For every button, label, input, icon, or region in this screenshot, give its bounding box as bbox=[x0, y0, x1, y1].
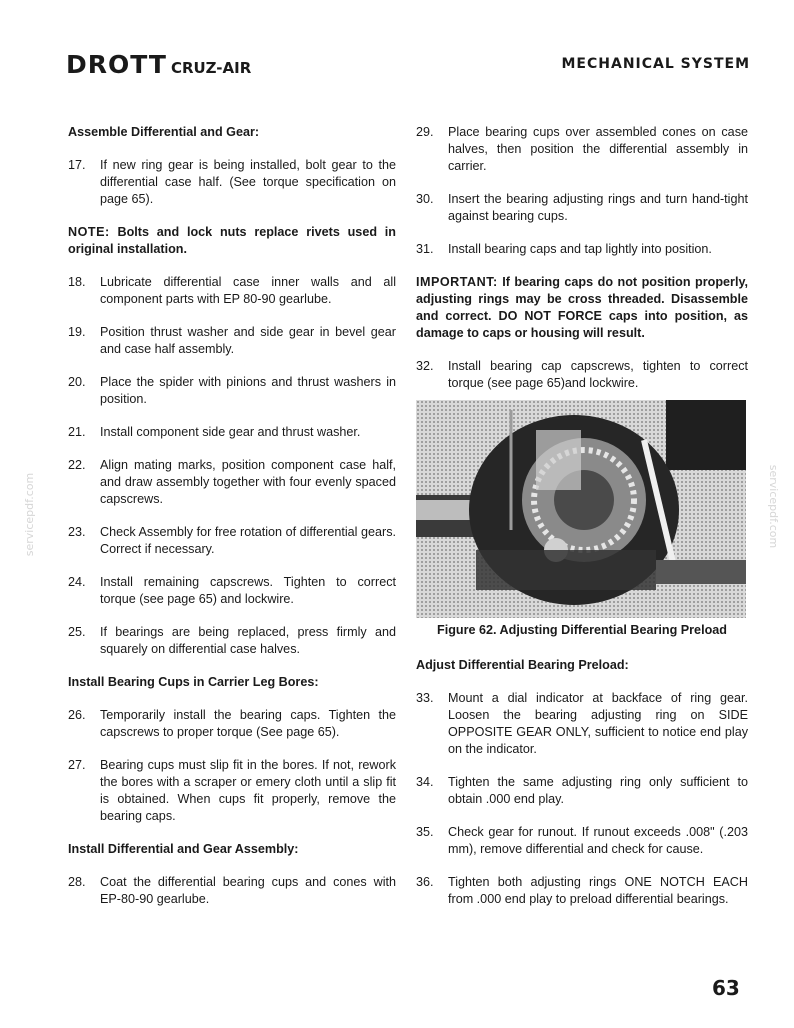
step-text: Temporarily install the bearing caps. Tighten the capscrews to proper torque (See page 65). bbox=[100, 708, 396, 739]
heading-install-bearing-cups: Install Bearing Cups in Carrier Leg Bores: bbox=[68, 675, 319, 689]
right-column bbox=[416, 124, 748, 924]
step-20 bbox=[68, 374, 396, 408]
step-34 bbox=[416, 774, 748, 808]
step-23 bbox=[68, 524, 396, 558]
step-text: Mount a dial indicator at backface of ring gear. Loosen the bearing adjusting ring on SIDE OPPOSITE GEAR ONLY, sufficient to notice end play on the indicator. bbox=[448, 691, 748, 756]
step-text: Install component side gear and thrust washer. bbox=[100, 425, 361, 439]
step-33 bbox=[416, 690, 748, 758]
step-35 bbox=[416, 824, 748, 858]
step-number: 20. bbox=[68, 375, 86, 389]
step-text: Install remaining capscrews. Tighten to correct torque (see page 65) and lockwire. bbox=[100, 575, 396, 606]
step-text: Tighten the same adjusting ring only sufficient to obtain .000 end play. bbox=[448, 775, 748, 806]
step-number: 33. bbox=[416, 691, 434, 705]
page-header bbox=[66, 50, 750, 80]
step-18 bbox=[68, 274, 396, 308]
step-36 bbox=[416, 874, 748, 908]
figure-caption: Figure 62. Adjusting Differential Bearing Preload bbox=[437, 623, 727, 637]
brand-name: DROTT bbox=[66, 50, 167, 79]
step-text: Align mating marks, position component case half, and draw assembly together with four evenly spaced capscrews. bbox=[100, 458, 396, 506]
step-number: 17. bbox=[68, 158, 86, 172]
brand-logo bbox=[66, 50, 251, 79]
step-number: 19. bbox=[68, 325, 86, 339]
step-number: 29. bbox=[416, 125, 434, 139]
page-number: 63 bbox=[712, 976, 740, 1000]
step-number: 36. bbox=[416, 875, 434, 889]
step-17 bbox=[68, 157, 396, 208]
note-block bbox=[68, 224, 396, 258]
step-text: If new ring gear is being installed, bolt gear to the differential case half. (See torque specification on page 65). bbox=[100, 158, 396, 206]
figure-62-photo bbox=[416, 400, 746, 618]
step-text: Coat the differential bearing cups and cones with EP-80-90 gearlube. bbox=[100, 875, 396, 906]
step-text: Bearing cups must slip fit in the bores. If not, rework the bores with a scraper or emery cloth until a slip fit is obtained. When cups fit properly, remove the bearing caps. bbox=[100, 758, 396, 823]
step-number: 24. bbox=[68, 575, 86, 589]
step-21 bbox=[68, 424, 396, 441]
step-text: Place the spider with pinions and thrust washers in position. bbox=[100, 375, 396, 406]
differential-photo-illustration bbox=[416, 400, 746, 618]
step-19 bbox=[68, 324, 396, 358]
step-number: 22. bbox=[68, 458, 86, 472]
step-text: If bearings are being replaced, press firmly and squarely on differential case halves. bbox=[100, 625, 396, 656]
step-number: 27. bbox=[68, 758, 86, 772]
step-25 bbox=[68, 624, 396, 658]
step-number: 35. bbox=[416, 825, 434, 839]
important-label: IMPORTANT: bbox=[416, 275, 498, 289]
step-28 bbox=[68, 874, 396, 908]
step-31 bbox=[416, 241, 748, 258]
important-block bbox=[416, 274, 748, 342]
heading-adjust-preload: Adjust Differential Bearing Preload: bbox=[416, 658, 629, 672]
step-text: Place bearing cups over assembled cones on case halves, then position the differential assembly in carrier. bbox=[448, 125, 748, 173]
step-number: 25. bbox=[68, 625, 86, 639]
note-text: Bolts and lock nuts replace rivets used in original installation. bbox=[68, 225, 396, 256]
step-number: 34. bbox=[416, 775, 434, 789]
step-number: 30. bbox=[416, 192, 434, 206]
step-29 bbox=[416, 124, 748, 175]
step-number: 28. bbox=[68, 875, 86, 889]
step-text: Tighten both adjusting rings ONE NOTCH EACH from .000 end play to preload differential bearings. bbox=[448, 875, 748, 906]
heading-assemble-differential: Assemble Differential and Gear: bbox=[68, 125, 260, 139]
step-26 bbox=[68, 707, 396, 741]
step-number: 26. bbox=[68, 708, 86, 722]
step-32 bbox=[416, 358, 748, 392]
step-text: Position thrust washer and side gear in bevel gear and case half assembly. bbox=[100, 325, 396, 356]
section-title: MECHANICAL SYSTEM bbox=[561, 56, 750, 72]
brand-model: CRUZ-AIR bbox=[170, 59, 252, 77]
step-22 bbox=[68, 457, 396, 508]
step-text: Lubricate differential case inner walls and all component parts with EP 80-90 gearlube. bbox=[100, 275, 396, 306]
step-number: 21. bbox=[68, 425, 86, 439]
step-text: Check gear for runout. If runout exceeds .008" (.203 mm), remove differential and check for cause. bbox=[448, 825, 748, 856]
step-24 bbox=[68, 574, 396, 608]
step-number: 18. bbox=[68, 275, 86, 289]
watermark-left: servicepdf.com bbox=[23, 472, 37, 557]
left-column bbox=[68, 124, 396, 924]
watermark-right: servicepdf.com bbox=[767, 464, 781, 549]
step-text: Install bearing caps and tap lightly into position. bbox=[448, 242, 712, 256]
heading-install-differential-assembly: Install Differential and Gear Assembly: bbox=[68, 842, 299, 856]
step-30 bbox=[416, 191, 748, 225]
important-text: If bearing caps do not position properly, adjusting rings may be cross threaded. Disassemble and correct. DO NOT FORCE caps into position, as damage to caps or housing will result. bbox=[416, 275, 749, 340]
step-text: Insert the bearing adjusting rings and turn hand-tight against bearing cups. bbox=[448, 192, 748, 223]
step-number: 31. bbox=[416, 242, 434, 256]
step-text: Check Assembly for free rotation of differential gears. Correct if necessary. bbox=[100, 525, 396, 556]
step-text: Install bearing cap capscrews, tighten to correct torque (see page 65)and lockwire. bbox=[448, 359, 748, 390]
step-number: 32. bbox=[416, 359, 434, 373]
step-number: 23. bbox=[68, 525, 86, 539]
step-27 bbox=[68, 757, 396, 825]
note-label: NOTE: bbox=[68, 225, 110, 239]
